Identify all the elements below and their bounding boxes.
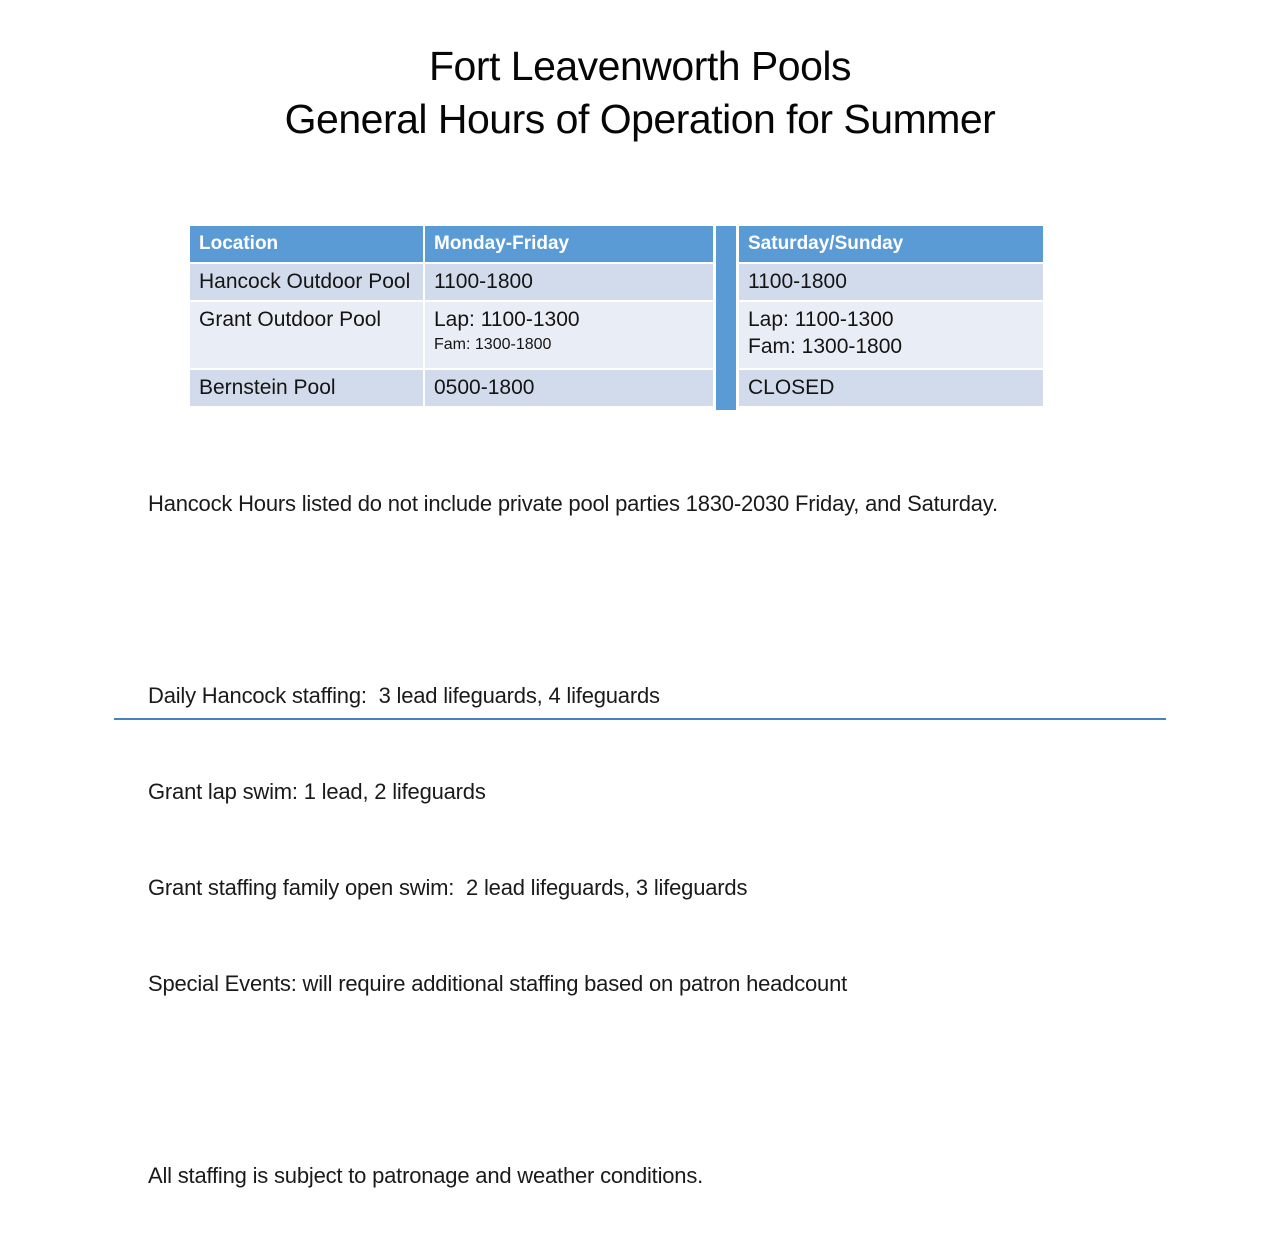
- hours-fam-text: Fam: 1300-1800: [748, 335, 903, 358]
- note-spacer: [148, 584, 1208, 616]
- hours-text: 1100-1800: [434, 270, 533, 293]
- header-monday-friday: Monday-Friday: [434, 233, 570, 254]
- note-spacer: [148, 1064, 1208, 1096]
- table-row: [739, 302, 1043, 368]
- note-staffing-conditions: All staffing is subject to patronage and weather conditions.: [148, 1163, 704, 1188]
- notes-block: [148, 424, 1208, 1256]
- hours-fam-text: Fam: 1300-1800: [434, 336, 552, 353]
- weekend-table: [739, 226, 1043, 406]
- hours-lap-text: Lap: 1100-1300: [748, 308, 894, 331]
- cell-hours: [425, 302, 711, 368]
- cell-location: [190, 302, 425, 368]
- bottom-accent-line: [114, 718, 1166, 720]
- note-hancock-staffing: Daily Hancock staffing: 3 lead lifeguards, 4 lifeguards: [148, 683, 660, 708]
- cell-location: [190, 264, 425, 300]
- location-text: Grant Outdoor Pool: [199, 308, 382, 331]
- weekday-header-row: [190, 226, 713, 262]
- table-row: [739, 264, 1043, 300]
- closed-text: CLOSED: [748, 376, 835, 399]
- title-line-1: Fort Leavenworth Pools: [428, 43, 851, 89]
- table-row: [190, 370, 713, 406]
- cell-hours: [425, 370, 711, 406]
- note-private-parties: Hancock Hours listed do not include private pool parties 1830-2030 Friday, and Saturday.: [148, 491, 998, 516]
- hours-lap-text: Lap: 1100-1300: [434, 308, 580, 331]
- note-special-events: Special Events: will require additional staffing based on patron headcount: [148, 971, 848, 996]
- table-row: [190, 264, 713, 300]
- cell-location: [190, 370, 425, 406]
- note-grant-family: Grant staffing family open swim: 2 lead lifeguards, 3 lifeguards: [148, 875, 748, 900]
- location-text: Bernstein Pool: [199, 376, 336, 399]
- cell-weekend-hours: [739, 264, 1043, 300]
- weekend-header-row: [739, 226, 1043, 262]
- cell-weekend-hours: [739, 302, 1043, 368]
- weekday-table: [190, 226, 713, 406]
- cell-weekend-hours: [739, 370, 1043, 406]
- table-row: [739, 370, 1043, 406]
- location-text: Hancock Outdoor Pool: [199, 270, 411, 293]
- note-grant-lap: Grant lap swim: 1 lead, 2 lifeguards: [148, 779, 486, 804]
- header-saturday-sunday: Saturday/Sunday: [748, 233, 904, 254]
- slide-title: [0, 40, 1280, 146]
- table-divider-bar: [716, 226, 736, 410]
- title-line-2: General Hours of Operation for Summer: [284, 96, 996, 142]
- hours-text: 1100-1800: [748, 270, 847, 293]
- cell-hours: [425, 264, 711, 300]
- hours-text: 0500-1800: [434, 376, 535, 399]
- hours-table: [190, 226, 1043, 410]
- header-location: Location: [190, 226, 425, 262]
- table-row: [190, 302, 713, 368]
